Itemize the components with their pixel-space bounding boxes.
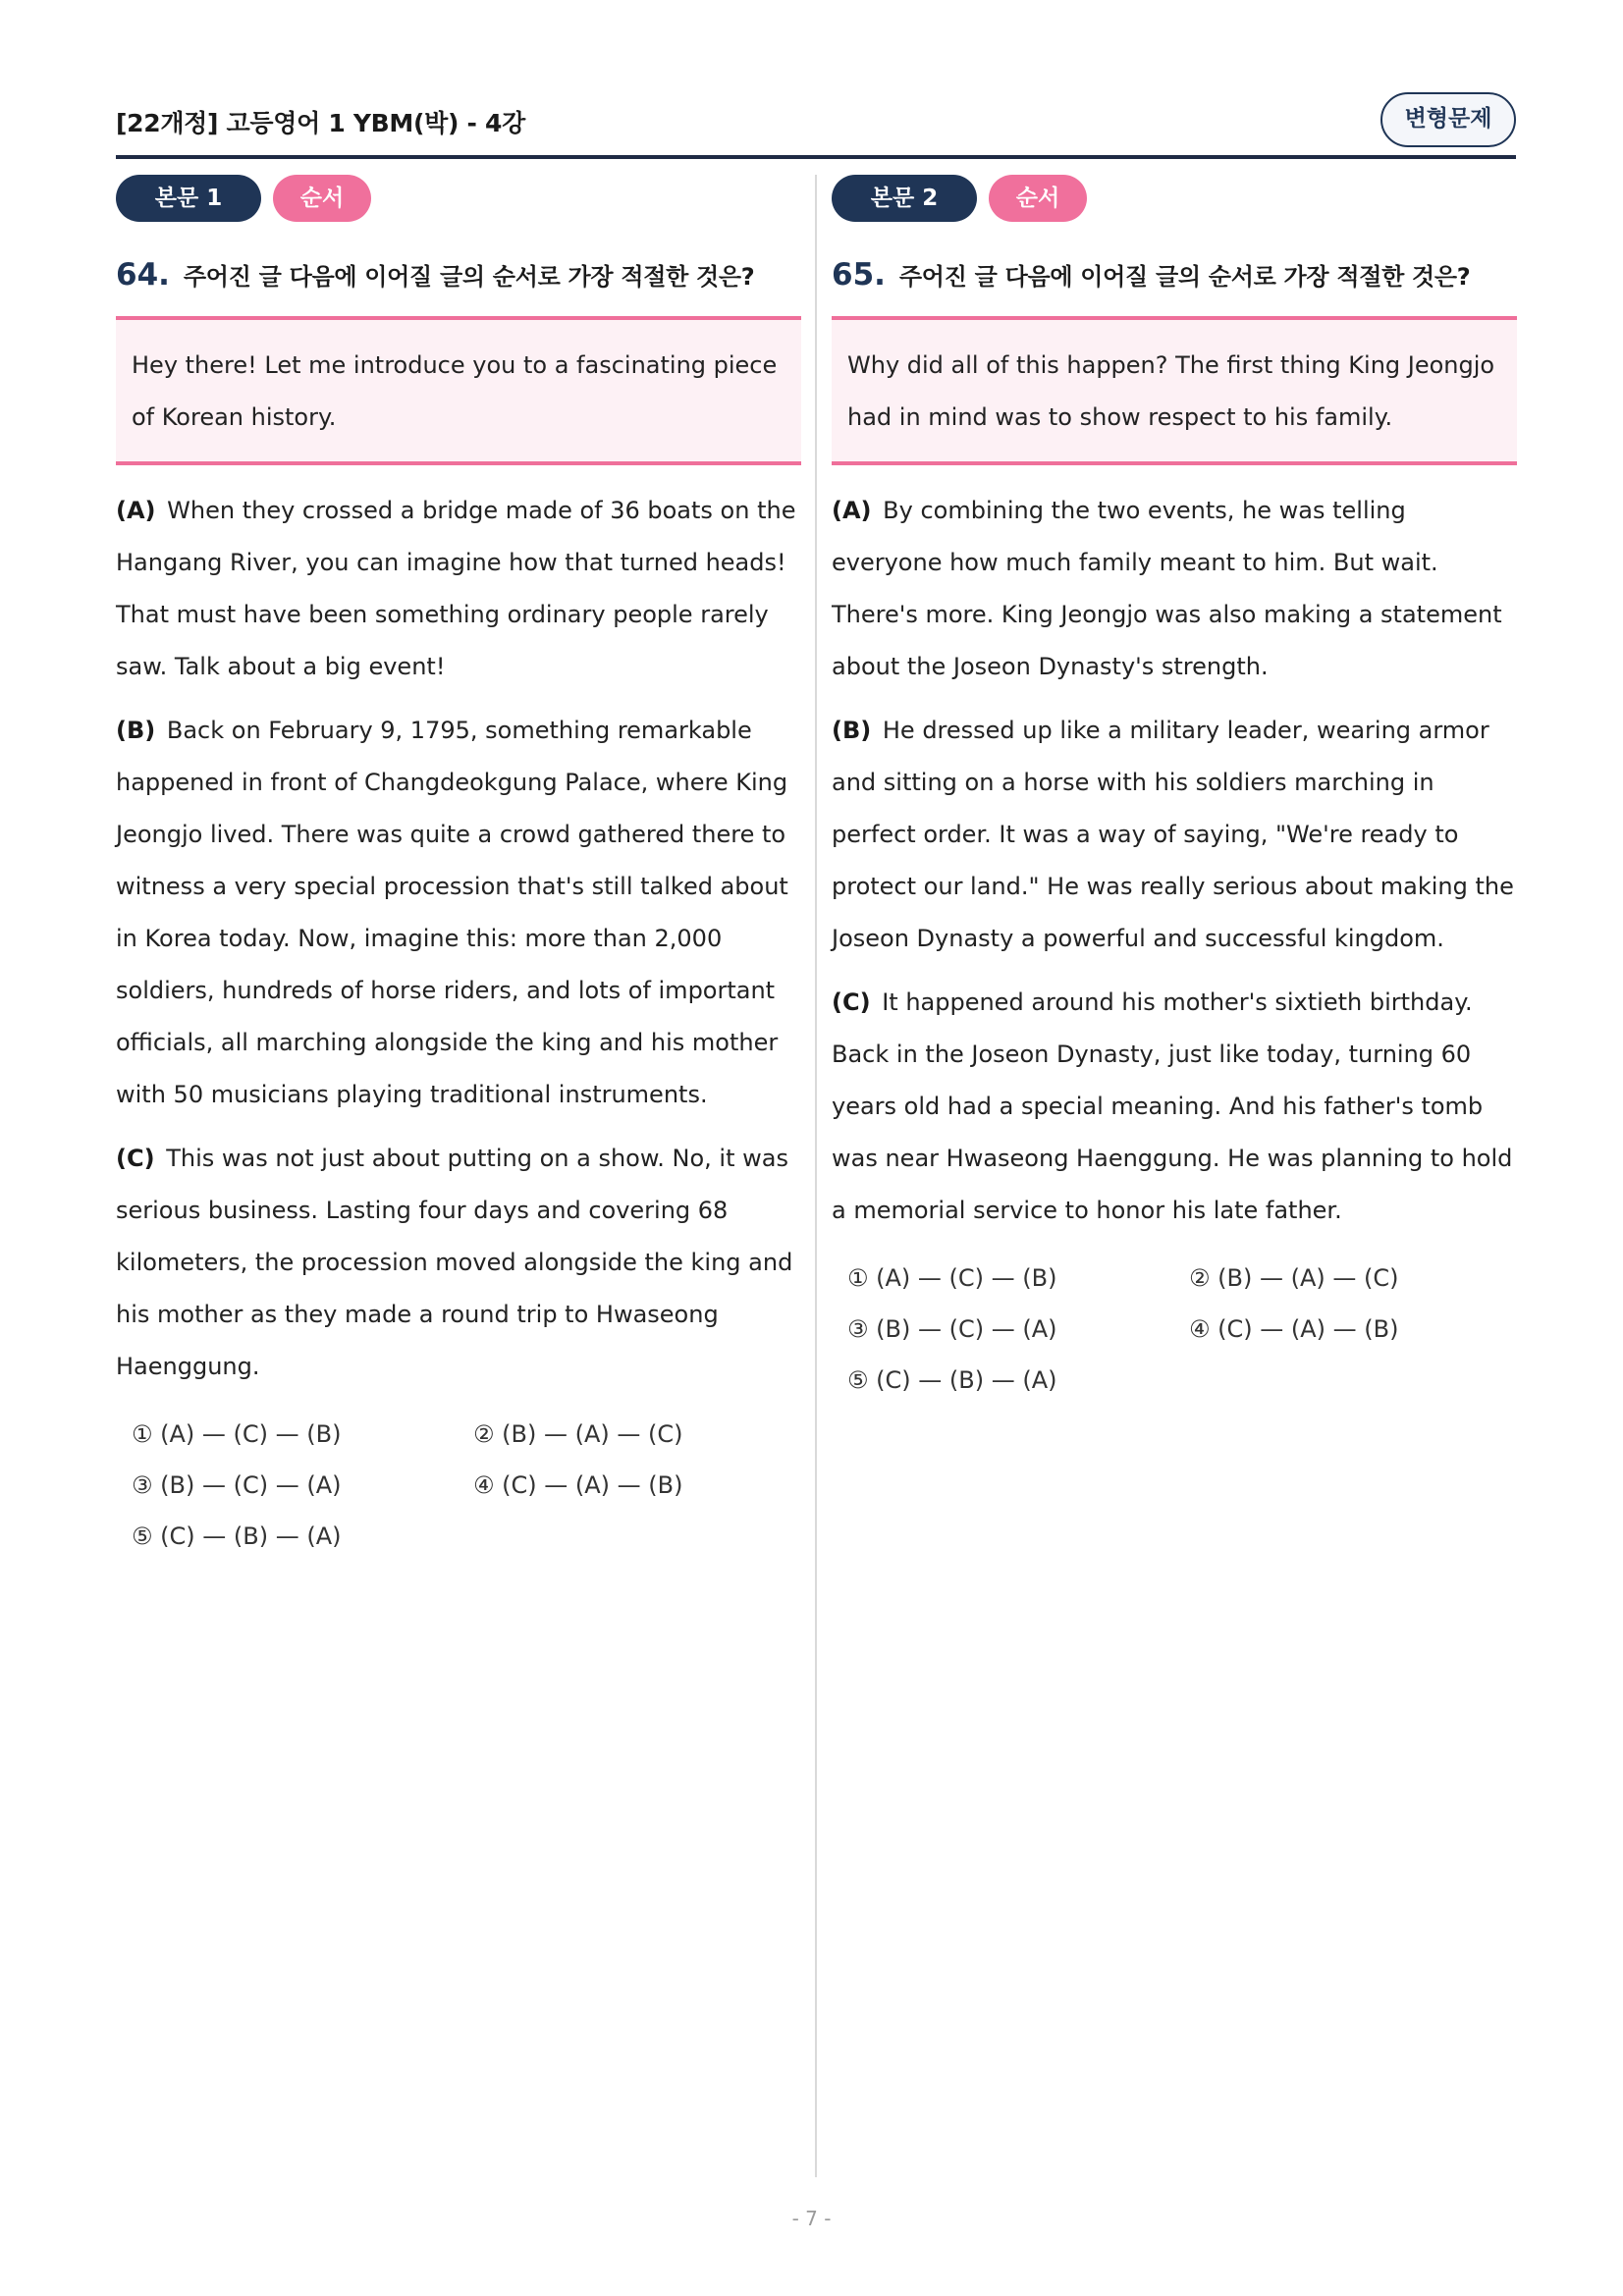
paragraph-b — [832, 705, 1517, 965]
column-divider — [815, 175, 817, 2177]
paragraph-label: (B) — [832, 717, 872, 744]
paragraph-text: He dressed up like a military leader, wearing armor and sitting on a horse with his soldiers marching in perfect order. It was a way of saying, "We're ready to protect our land." He was really serious about making the Joseon Dynasty a powerful and successful kingdom. — [832, 717, 1514, 952]
given-passage: Hey there! Let me introduce you to a fascinating piece of Korean history. — [116, 316, 801, 465]
question-column-left — [116, 175, 801, 1558]
answer-choices — [832, 1256, 1517, 1402]
choice-5[interactable]: ⑤ (C) — (B) — (A) — [847, 1366, 1057, 1394]
question-number: 65. — [832, 257, 886, 293]
paragraph-label: (C) — [832, 988, 871, 1016]
choice-3[interactable]: ③ (B) — (C) — (A) — [132, 1471, 342, 1499]
paragraph-b — [116, 705, 801, 1121]
paragraph-a — [116, 485, 801, 693]
choice-4[interactable]: ④ (C) — (A) — (B) — [473, 1471, 683, 1499]
question-heading — [116, 257, 801, 296]
question-text: 주어진 글 다음에 이어질 글의 순서로 가장 적절한 것은? — [898, 263, 1471, 291]
paragraph-text: It happened around his mother's sixtieth birthday. Back in the Joseon Dynasty, just like today, turning 60 years old had a special meaning. And his father's tomb was near Hwaseong Haenggung. He was planning to hold a memorial service to honor his late father. — [832, 988, 1513, 1224]
choice-3[interactable]: ③ (B) — (C) — (A) — [847, 1315, 1057, 1343]
choice-5[interactable]: ⑤ (C) — (B) — (A) — [132, 1522, 342, 1550]
type-tag: 순서 — [273, 175, 371, 222]
paragraph-label: (A) — [832, 497, 872, 524]
paragraph-text: This was not just about putting on a show. No, it was serious business. Lasting four days and covering 68 kilometers, the procession moved alongside the king and his mother as they made a round trip to Hwaseong Haenggung. — [116, 1145, 793, 1380]
choice-4[interactable]: ④ (C) — (A) — (B) — [1189, 1315, 1399, 1343]
paragraph-label: (B) — [116, 717, 156, 744]
given-passage: Why did all of this happen? The first thing King Jeongjo had in mind was to show respect to his family. — [832, 316, 1517, 465]
question-heading — [832, 257, 1517, 296]
question-column-right — [832, 175, 1517, 1402]
tag-row — [832, 175, 1517, 222]
paragraph-label: (C) — [116, 1145, 155, 1172]
choice-1[interactable]: ① (A) — (C) — (B) — [132, 1420, 342, 1448]
paragraph-text: By combining the two events, he was telling everyone how much family meant to him. But wait. There's more. King Jeongjo was also making a statement about the Joseon Dynasty's strength. — [832, 497, 1502, 680]
paragraph-c — [832, 977, 1517, 1237]
passage-tag: 본문 2 — [832, 175, 977, 222]
paragraph-label: (A) — [116, 497, 156, 524]
type-tag: 순서 — [989, 175, 1087, 222]
paragraph-a — [832, 485, 1517, 693]
variant-problem-badge: 변형문제 — [1380, 92, 1516, 147]
paragraph-text: When they crossed a bridge made of 36 boats on the Hangang River, you can imagine how that turned heads! That must have been something ordinary people rarely saw. Talk about a big event! — [116, 497, 796, 680]
choice-1[interactable]: ① (A) — (C) — (B) — [847, 1264, 1057, 1292]
tag-row — [116, 175, 801, 222]
passage-tag: 본문 1 — [116, 175, 261, 222]
paragraph-text: Back on February 9, 1795, something remarkable happened in front of Changdeokgung Palace, where King Jeongjo lived. There was quite a crowd gathered there to witness a very special procession that's still talked about in Korea today. Now, imagine this: more than 2,000 soldiers, hundreds of horse riders, and lots of important officials, all marching alongside the king and his mother with 50 musicians playing traditional instruments. — [116, 717, 788, 1108]
choice-2[interactable]: ② (B) — (A) — (C) — [1189, 1264, 1399, 1292]
choice-2[interactable]: ② (B) — (A) — (C) — [473, 1420, 683, 1448]
document-title: [22개정] 고등영어 1 YBM(박) - 4강 — [116, 109, 525, 137]
paragraph-c — [116, 1133, 801, 1393]
page-number: - 7 - — [791, 2207, 832, 2230]
page-header — [116, 94, 1516, 159]
question-text: 주어진 글 다음에 이어질 글의 순서로 가장 적절한 것은? — [183, 263, 755, 291]
question-number: 64. — [116, 257, 170, 293]
answer-choices — [116, 1413, 801, 1558]
